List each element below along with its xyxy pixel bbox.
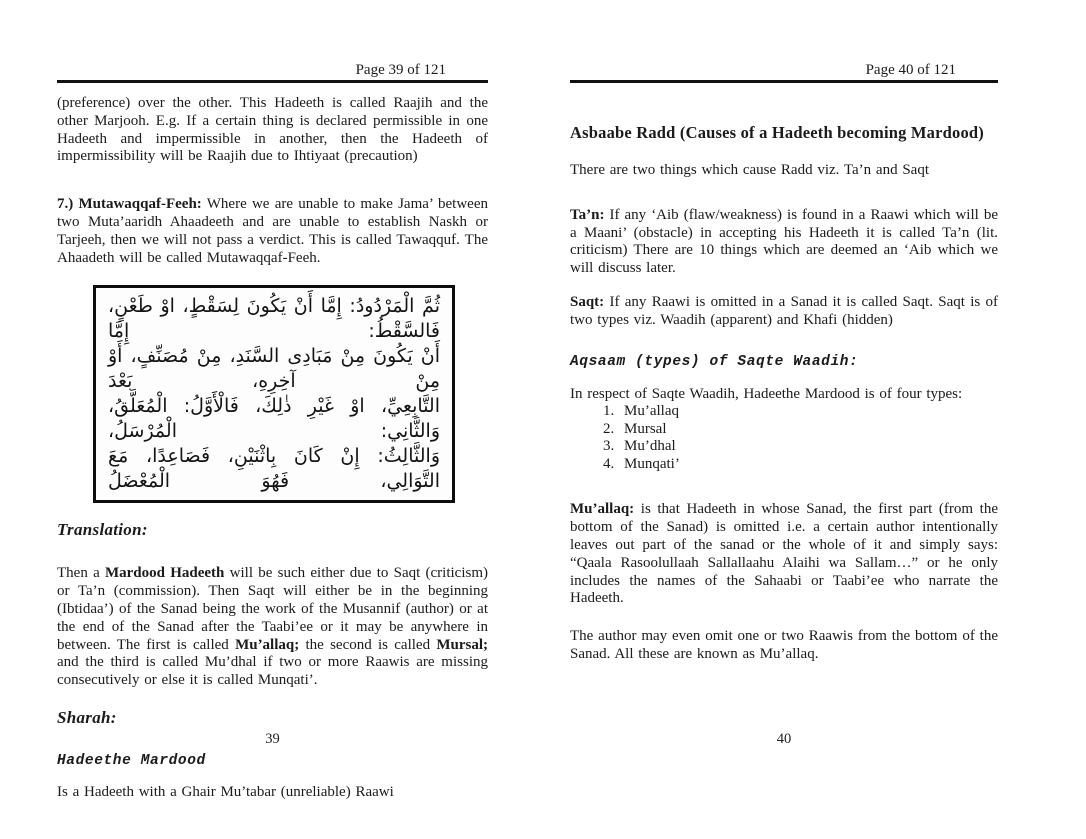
bold-term: Ta’n: [570, 206, 605, 223]
bold-term: 7.) Mutawaqqaf-Feeh: [57, 196, 202, 213]
aqsaam-intro-text: In respect of Saqte Waadih, Hadeethe Mardood is of four types: [570, 385, 963, 402]
asbaabe-radd-heading: Asbaabe Radd (Causes of a Hadeeth becoming Mardood) [570, 123, 985, 142]
sharah-text: Is a Hadeeth with a Ghair Mu’tabar (unreliable) Raawi [57, 783, 394, 800]
arabic-line: التَّابِعِيِّ، اوْ غَيْرِ ذٰلِكَ، فَالْأَوَّلُ: الْمُعَلَّقُ، وَالثَّانِي: الْمُرْسَلُ، [108, 395, 440, 443]
page-39-header [57, 61, 488, 83]
bold-term: Saqt: [570, 293, 605, 310]
arabic-line: وَالثَّالِثُ: إِنْ كَانَ بِاثْنَيْنِ، فَصَاعِدًا، مَعَ التَّوَالِي، فَهُوَ الْمُعْضَلُ [108, 445, 440, 493]
page-39-number: 39 [265, 731, 280, 747]
page-40 [570, 0, 998, 839]
page-40-number: 40 [776, 731, 792, 747]
tan-paragraph: Ta’n: If any ‘Aib (flaw/weakness) is found in a Raawi which will be a Maani’ (obstacle) in accepting his Hadeeth it is called Ta’n (lit. criticism) There are 10 things which are deemed an ‘Aib which we will discuss later. [570, 206, 998, 277]
arabic-text-lines [108, 294, 440, 494]
radd-intro-text: There are two things which cause Radd viz. Ta’n and Saqt [570, 162, 929, 178]
aqsaam-heading: Aqsaam (types) of Saqte Waadih: [570, 353, 859, 370]
arabic-line: أَنْ يَكُونَ مِنْ مَبَادِى السَّنَدِ، مِنْ مُصَنِّفٍ، أَوْ مِنْ آخِرِهِ، بَعْدَ [108, 345, 440, 393]
type-list-item: 4. Munqati’ [618, 456, 998, 474]
bold-term: Mu’allaq; [235, 636, 300, 653]
type-list-item: 1. Mu’allaq [618, 403, 998, 421]
page-39 [57, 0, 488, 839]
paragraph-preference: (preference) over the other. This Hadeeth is called Raajih and the other Marjooh. E.g. If a certain thing is declared permissible in one Hadeeth and impermissible in another, then the Hadeeth of impermissibility will be Raajih due to Ihtiyaat (precaution) [57, 95, 488, 165]
saqt-paragraph: Saqt: If any Raawi is omitted in a Sanad it is called Saqt. Saqt is of two types viz. Waadih (apparent) and Khafi (hidden) [570, 293, 998, 328]
arabic-text-image [93, 285, 455, 503]
type-list-item: 3. Mu’dhal [618, 438, 998, 456]
bold-term: Mardood Hadeeth [104, 565, 225, 582]
translation-heading: Translation: [57, 520, 148, 540]
page-40-header [570, 61, 998, 83]
bold-term: Mursal; [436, 636, 489, 653]
translation-paragraph: Then a Mardood Hadeeth will be such either due to Saqt (criticism) or Ta’n (commission). Then Saqt will either be in the beginning (Ibtidaa’) of the Sanad being the work of the Musannif (author) or at the end of the Sanad after the Taabi’ee or it may be anywhere in between. The first is called Mu’allaq; the second is called Mursal; and the third is called Mu’dhal if two or more Raawis are missing consecutively or else it is called Munqati’. [57, 565, 489, 689]
saqte-waadih-types-list [594, 403, 998, 473]
page-40-header-label: Page 40 of 121 [865, 62, 956, 78]
hadeethe-mardood-heading: Hadeethe Mardood [57, 752, 206, 769]
paragraph-mutawaqqaf-feeh: 7.) Mutawaqqaf-Feeh: Where we are unable to make Jama’ between two Muta’aaridh Ahaadeeth and are unable to establish Naskh or Tarjeeh, then we will not pass a verdict. This is called Tawaqquf. The Ahaadeth will be called Mutawaqqaf-Feeh. [57, 196, 488, 266]
type-list-item: 2. Mursal [618, 421, 998, 439]
closing-paragraph: The author may even omit one or two Raawis from the bottom of the Sanad. All these are known as Mu’allaq. [570, 628, 998, 662]
bold-term: Mu’allaq: [570, 501, 635, 518]
sharah-heading: Sharah: [57, 707, 117, 727]
page-39-header-label: Page 39 of 121 [355, 62, 446, 78]
arabic-line: ثُمَّ الْمَرْدُودُ: إِمَّا أَنْ يَكُونَ لِسَقْطٍ، اوْ طَعْنٍ، فَالسَّقْطُ: إِمَّا [108, 295, 440, 343]
muallaq-paragraph: Mu’allaq: is that Hadeeth in whose Sanad, the first part (from the bottom of the Sanad) is omitted i.e. a certain author intentionally leaves out part of the sanad or the whole of it and simply says: “Qaala Rasoolullaah Sallallaahu Alaihi wa Sallam…” or he only includes the names of the Sahaabi or Taabi’ee who narrate the Hadeeth. [570, 501, 998, 607]
